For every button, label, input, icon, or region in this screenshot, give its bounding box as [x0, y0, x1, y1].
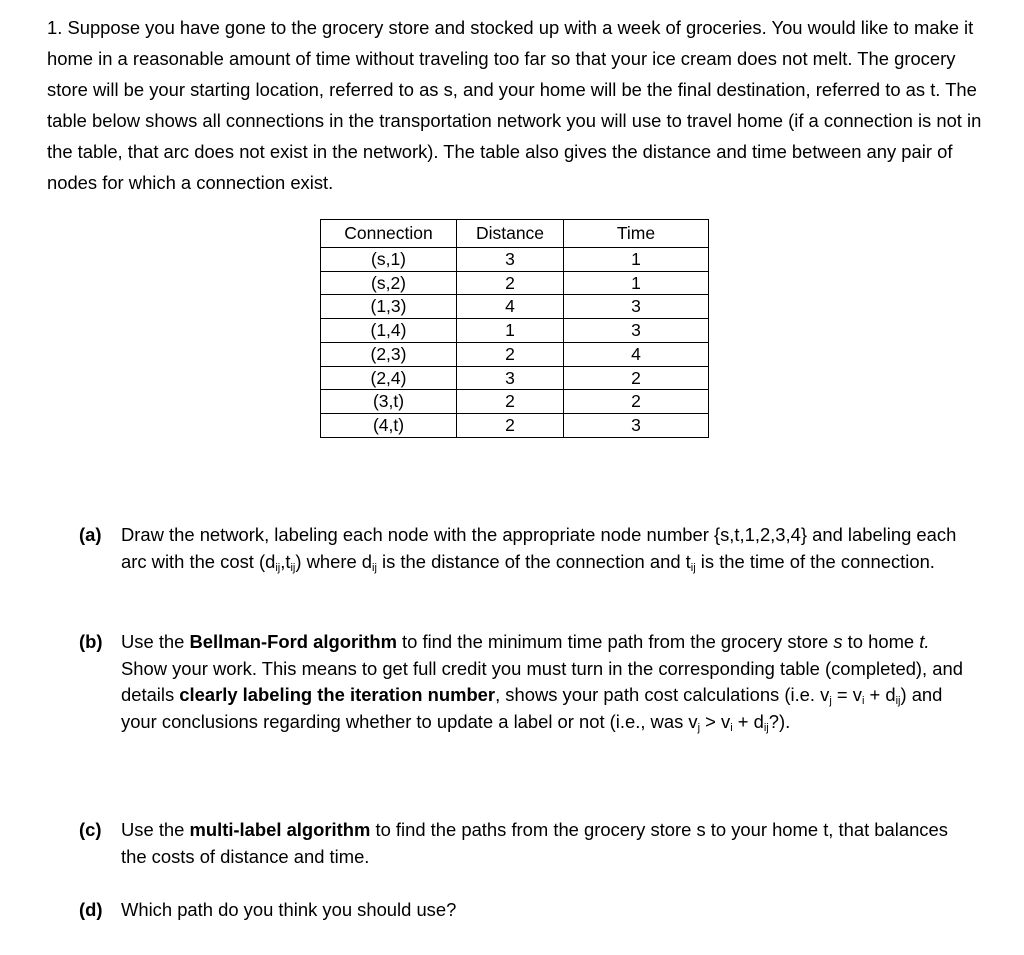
table-header-row: [321, 220, 709, 248]
cell-time: 1: [564, 271, 709, 295]
cell-distance: 3: [457, 366, 564, 390]
header-connection: Connection: [321, 220, 457, 248]
table-row: [321, 342, 709, 366]
connections-table-wrapper: [320, 219, 709, 438]
cell-connection: (1,3): [321, 295, 457, 319]
question-a-text: Draw the network, labeling each node with the appropriate node number {s,t,1,2,3,4} and labeling each arc with the cost $(d_{ij},t_{ij})$ where $d_{ij}$ is the distance of the connection and $t_{ij}$ is the time of the connection.: [121, 524, 957, 574]
table-row: [321, 390, 709, 414]
cell-time: 3: [564, 413, 709, 437]
cell-time: 1: [564, 248, 709, 272]
header-time: Time: [564, 220, 709, 248]
cell-time: 4: [564, 342, 709, 366]
question-b-text: Use the Bellman-Ford algorithm to find the minimum time path from the grocery store s to home t. Show your work. This means to get full credit you must turn in the corresponding table (completed), and details clearly labeling the iteration number, shows your path cost calculations (i.e. $v_j = v_i + d_{ij}$) and your conclusions regarding whether to update a label or not (i.e., was $v_j > v_i$ + $d_{ij}$?).: [121, 631, 963, 734]
intro-text: 1. Suppose you have gone to the grocery store and stocked up with a week of groceries. You would like to make it home in a reasonable amount of time without traveling too far so that your ice cream does not melt. The grocery store will be your starting location, referred to as s, and your home will be the final destination, referred to as t. The table below shows all connections in the transportation network you will use to travel home (if a connection is not in the table, that arc does not exist in the network). The table also gives the distance and time between any pair of nodes for which a connection exist.: [47, 17, 982, 193]
connections-table: [320, 219, 709, 438]
question-b-label: (b): [79, 631, 103, 652]
header-distance: Distance: [457, 220, 564, 248]
cell-distance: 4: [457, 295, 564, 319]
table-row: [321, 413, 709, 437]
cell-time: 3: [564, 319, 709, 343]
cell-distance: 1: [457, 319, 564, 343]
table-row: [321, 366, 709, 390]
cell-time: 3: [564, 295, 709, 319]
question-b: [79, 629, 974, 735]
table-row: [321, 319, 709, 343]
table-row: [321, 248, 709, 272]
question-a-label: (a): [79, 524, 102, 545]
cell-distance: 2: [457, 342, 564, 366]
cell-connection: (s,2): [321, 271, 457, 295]
cell-connection: (2,3): [321, 342, 457, 366]
cell-time: 2: [564, 366, 709, 390]
question-d-text: Which path do you think you should use?: [121, 899, 457, 920]
cell-connection: (2,4): [321, 366, 457, 390]
cell-connection: (1,4): [321, 319, 457, 343]
table-row: [321, 271, 709, 295]
cell-connection: (s,1): [321, 248, 457, 272]
question-d: [79, 897, 974, 924]
question-a: [79, 522, 974, 575]
cell-distance: 3: [457, 248, 564, 272]
cell-connection: (4,t): [321, 413, 457, 437]
cell-distance: 2: [457, 413, 564, 437]
question-c: [79, 817, 974, 870]
question-c-label: (c): [79, 819, 102, 840]
cell-distance: 2: [457, 271, 564, 295]
table-row: [321, 295, 709, 319]
question-c-text: Use the multi-label algorithm to find the paths from the grocery store s to your home t, that balances the costs of distance and time.: [121, 819, 948, 867]
cell-distance: 2: [457, 390, 564, 414]
cell-connection: (3,t): [321, 390, 457, 414]
question-d-label: (d): [79, 899, 103, 920]
problem-intro: [47, 12, 992, 198]
cell-time: 2: [564, 390, 709, 414]
